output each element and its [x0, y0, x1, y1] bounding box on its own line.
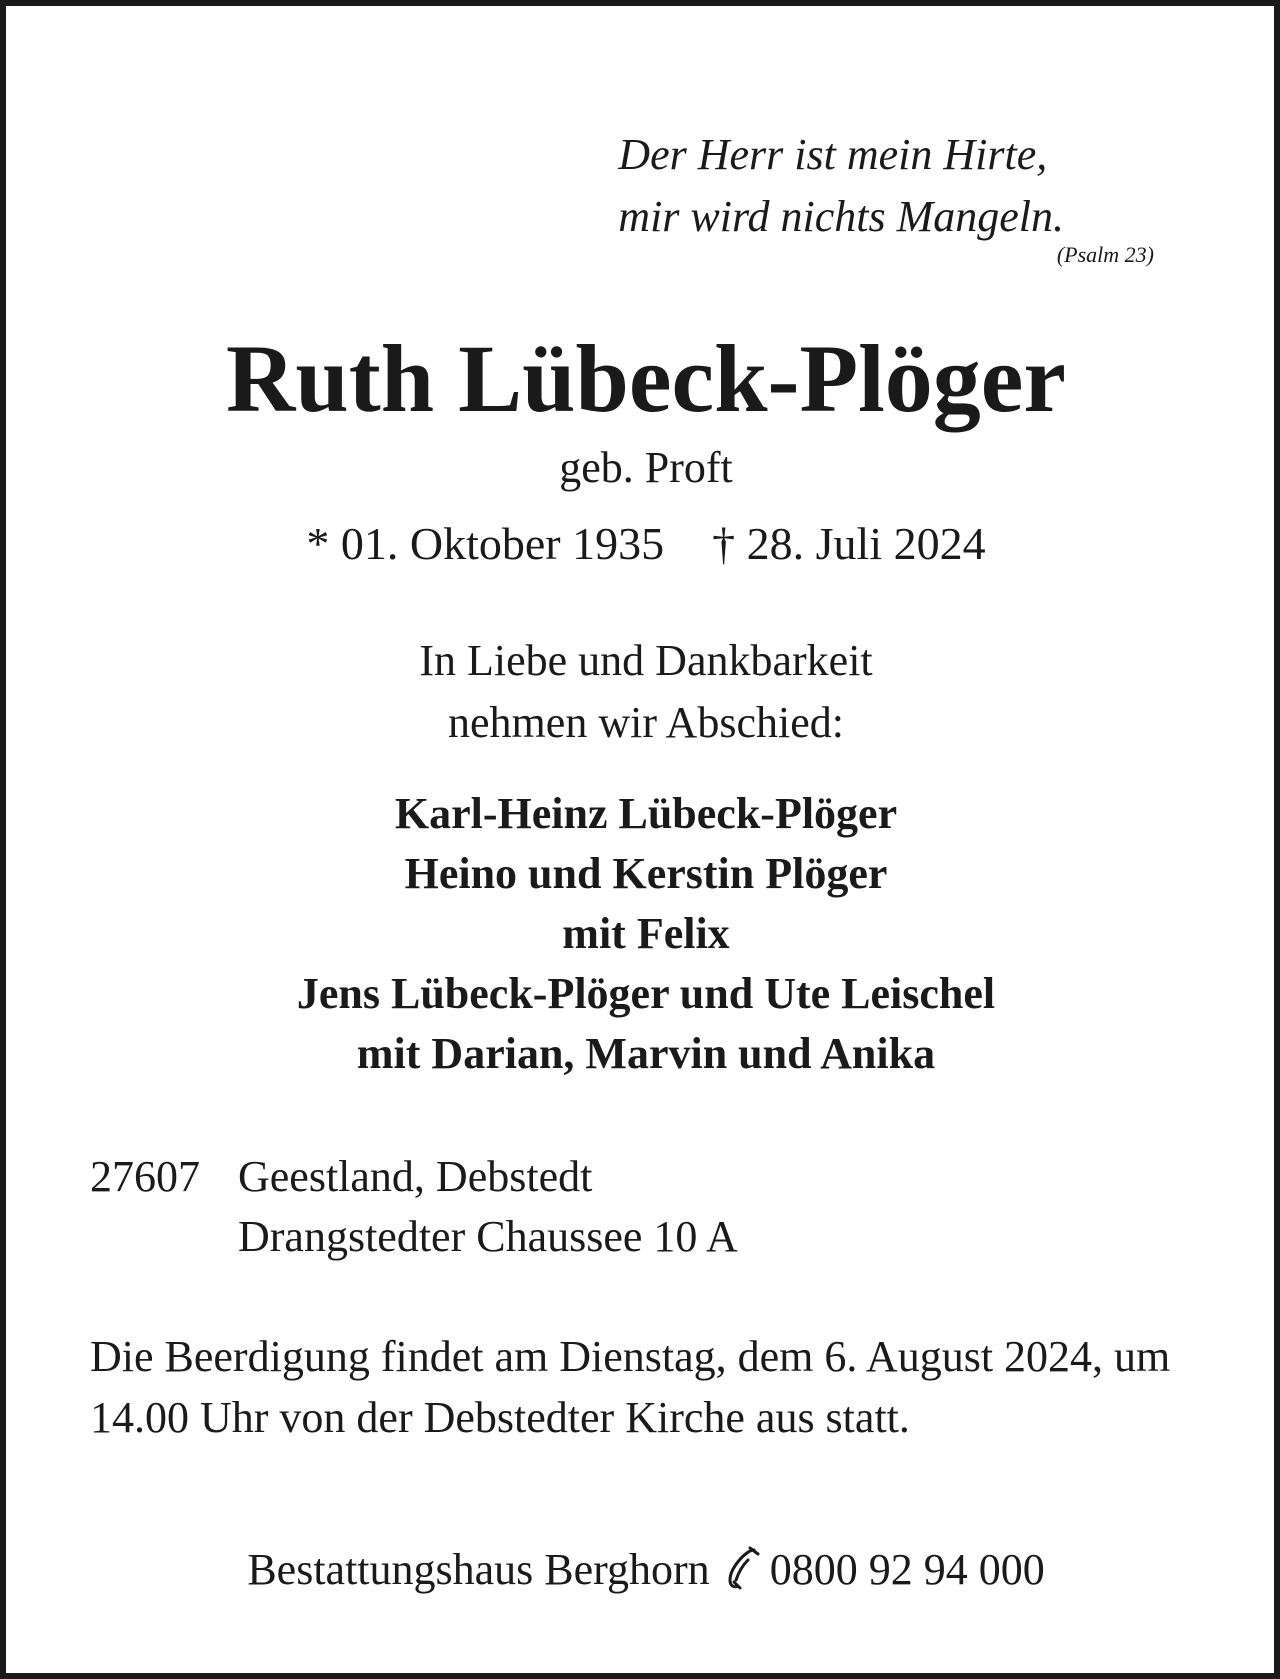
mourner-line: Jens Lübeck-Plöger und Ute Leischel — [296, 969, 996, 1018]
mourner-line: mit Darian, Marvin und Anika — [356, 1029, 936, 1078]
address-zip: 27607 — [90, 1152, 200, 1201]
intro-line-2: nehmen wir Abschied: — [448, 698, 844, 747]
phone-number: 0800 92 94 000 — [769, 1545, 1045, 1594]
farewell-intro — [6, 630, 1280, 754]
deceased-name: Ruth Lübeck-Plöger — [226, 325, 1066, 432]
verse-source: (Psalm 23) — [1056, 242, 1154, 267]
intro-line-1: In Liebe und Dankbarkeit — [419, 636, 873, 685]
verse-line-2: mir wird nichts Mangeln. — [618, 192, 1064, 241]
funeral-notice: Die Beerdigung findet am Dienstag, dem 6. August 2024, um 14.00 Uhr von der Debstedter Kirche aus statt. — [90, 1332, 1171, 1442]
mourner-line: Karl-Heinz Lübeck-Plöger — [394, 789, 898, 838]
undertaker-footer — [6, 1542, 1280, 1604]
address-city: Geestland, Debstedt — [238, 1152, 593, 1201]
address-street: Drangstedter Chaussee 10 A — [238, 1212, 738, 1261]
death-date: † 28. Juli 2024 — [712, 518, 986, 569]
mourner-line: mit Felix — [562, 909, 730, 958]
bible-verse — [618, 124, 1064, 248]
birth-date: * 01. Oktober 1935 — [306, 518, 665, 569]
mourner-line: Heino und Kerstin Plöger — [404, 849, 888, 898]
undertaker-name: Bestattungshaus Berghorn — [247, 1545, 710, 1594]
maiden-name: geb. Proft — [559, 443, 733, 492]
life-dates — [6, 516, 1280, 572]
mourner-list — [6, 784, 1280, 1084]
verse-line-1: Der Herr ist mein Hirte, — [618, 130, 1048, 179]
telephone-handset-icon — [724, 1546, 764, 1604]
